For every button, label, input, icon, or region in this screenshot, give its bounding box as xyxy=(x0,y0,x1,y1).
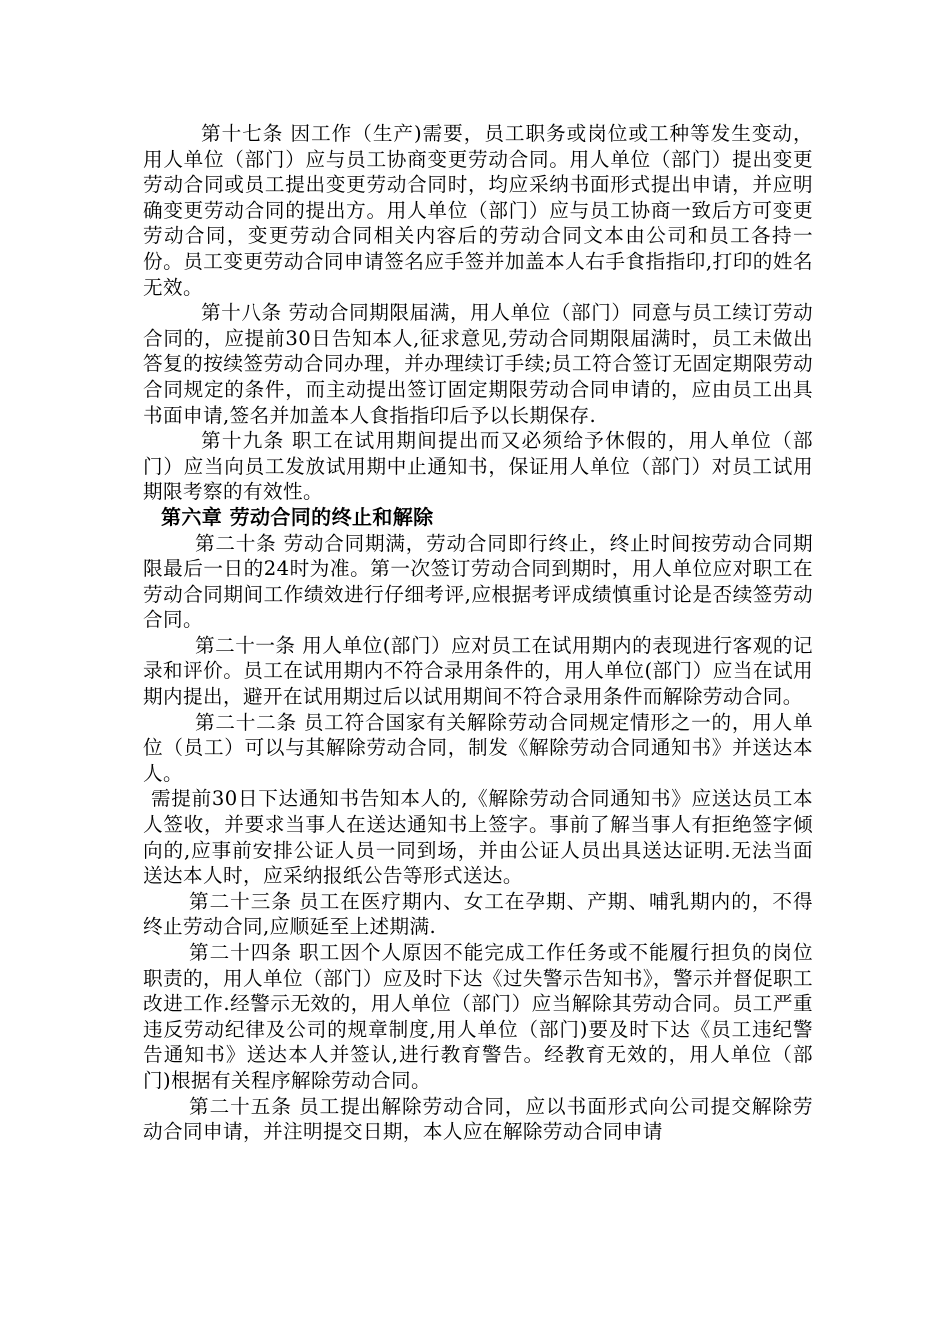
article-21: 第二十一条 用人单位(部门）应对员工在试用期内的表现进行客观的记录和评价。员工在试用期内不符合录用条件的，用人单位(部门）应当在试用期内提出，避开在试用期过后以试用期间不符合录用条件而解除劳动合同。 xyxy=(143,633,813,709)
article-20: 第二十条 劳动合同期满，劳动合同即行终止，终止时间按劳动合同期限最后一日的24时为准。第一次签订劳动合同到期时，用人单位应对职工在劳动合同期间工作绩效进行仔细考评,应根据考评成绩慎重讨论是否续签劳动合同。 xyxy=(143,531,813,632)
article-17: 第十七条 因工作（生产)需要，员工职务或岗位或工种等发生变动，用人单位（部门）应与员工协商变更劳动合同。用人单位（部门）提出变更劳动合同或员工提出变更劳动合同时，均应采纳书面形式提出申请，并应明确变更劳动合同的提出方。用人单位（部门）应与员工协商一致后方可变更劳动合同，变更劳动合同相关内容后的劳动合同文本由公司和员工各持一份。员工变更劳动合同申请签名应手签并加盖本人右手食指指印,打印的姓名无效。 xyxy=(143,122,813,299)
chapter-6-heading: 第六章 劳动合同的终止和解除 xyxy=(161,504,434,529)
article-19: 第十九条 职工在试用期间提出而又必须给予休假的，用人单位（部门）应当向员工发放试用期中止通知书，保证用人单位（部门）对员工试用期限考察的有效性。 xyxy=(143,429,813,504)
article-22-notice: 需提前30日下达通知书告知本人的,《解除劳动合同通知书》应送达员工本人签收，并要求当事人在送达通知书上签字。事前了解当事人有拒绝签字倾向的,应事前安排公证人员一同到场，并由公证人员出具送达证明.无法当面送达本人时，应采纳报纸公告等形式送达。 xyxy=(143,787,813,888)
article-18: 第十八条 劳动合同期限届满，用人单位（部门）同意与员工续订劳动合同的，应提前30日告知本人,征求意见,劳动合同期限届满时，员工未做出答复的按续签劳动合同办理，并办理续订手续;员工符合签订无固定期限劳动合同规定的条件，而主动提出签订固定期限劳动合同申请的，应由员工出具书面申请,签名并加盖本人食指指印后予以长期保存. xyxy=(143,301,813,427)
article-23: 第二十三条 员工在医疗期内、女工在孕期、产期、哺乳期内的，不得终止劳动合同,应顺延至上述期满. xyxy=(143,889,813,939)
article-24: 第二十四条 职工因个人原因不能完成工作任务或不能履行担负的岗位职责的，用人单位（部门）应及时下达《过失警示告知书》，警示并督促职工改进工作.经警示无效的，用人单位（部门）应当解除其劳动合同。员工严重违反劳动纪律及公司的规章制度,用人单位（部门)要及时下达《员工违纪警告通知书》送达本人并签认,进行教育警告。经教育无效的，用人单位（部门)根据有关程序解除劳动合同。 xyxy=(143,941,813,1092)
document-body xyxy=(143,121,813,1145)
article-22: 第二十二条 员工符合国家有关解除劳动合同规定情形之一的，用人单位（员工）可以与其解除劳动合同，制发《解除劳动合同通知书》并送达本人。 xyxy=(143,710,813,785)
article-25: 第二十五条 员工提出解除劳动合同，应以书面形式向公司提交解除劳动合同申请，并注明提交日期，本人应在解除劳动合同申请 xyxy=(143,1094,813,1144)
